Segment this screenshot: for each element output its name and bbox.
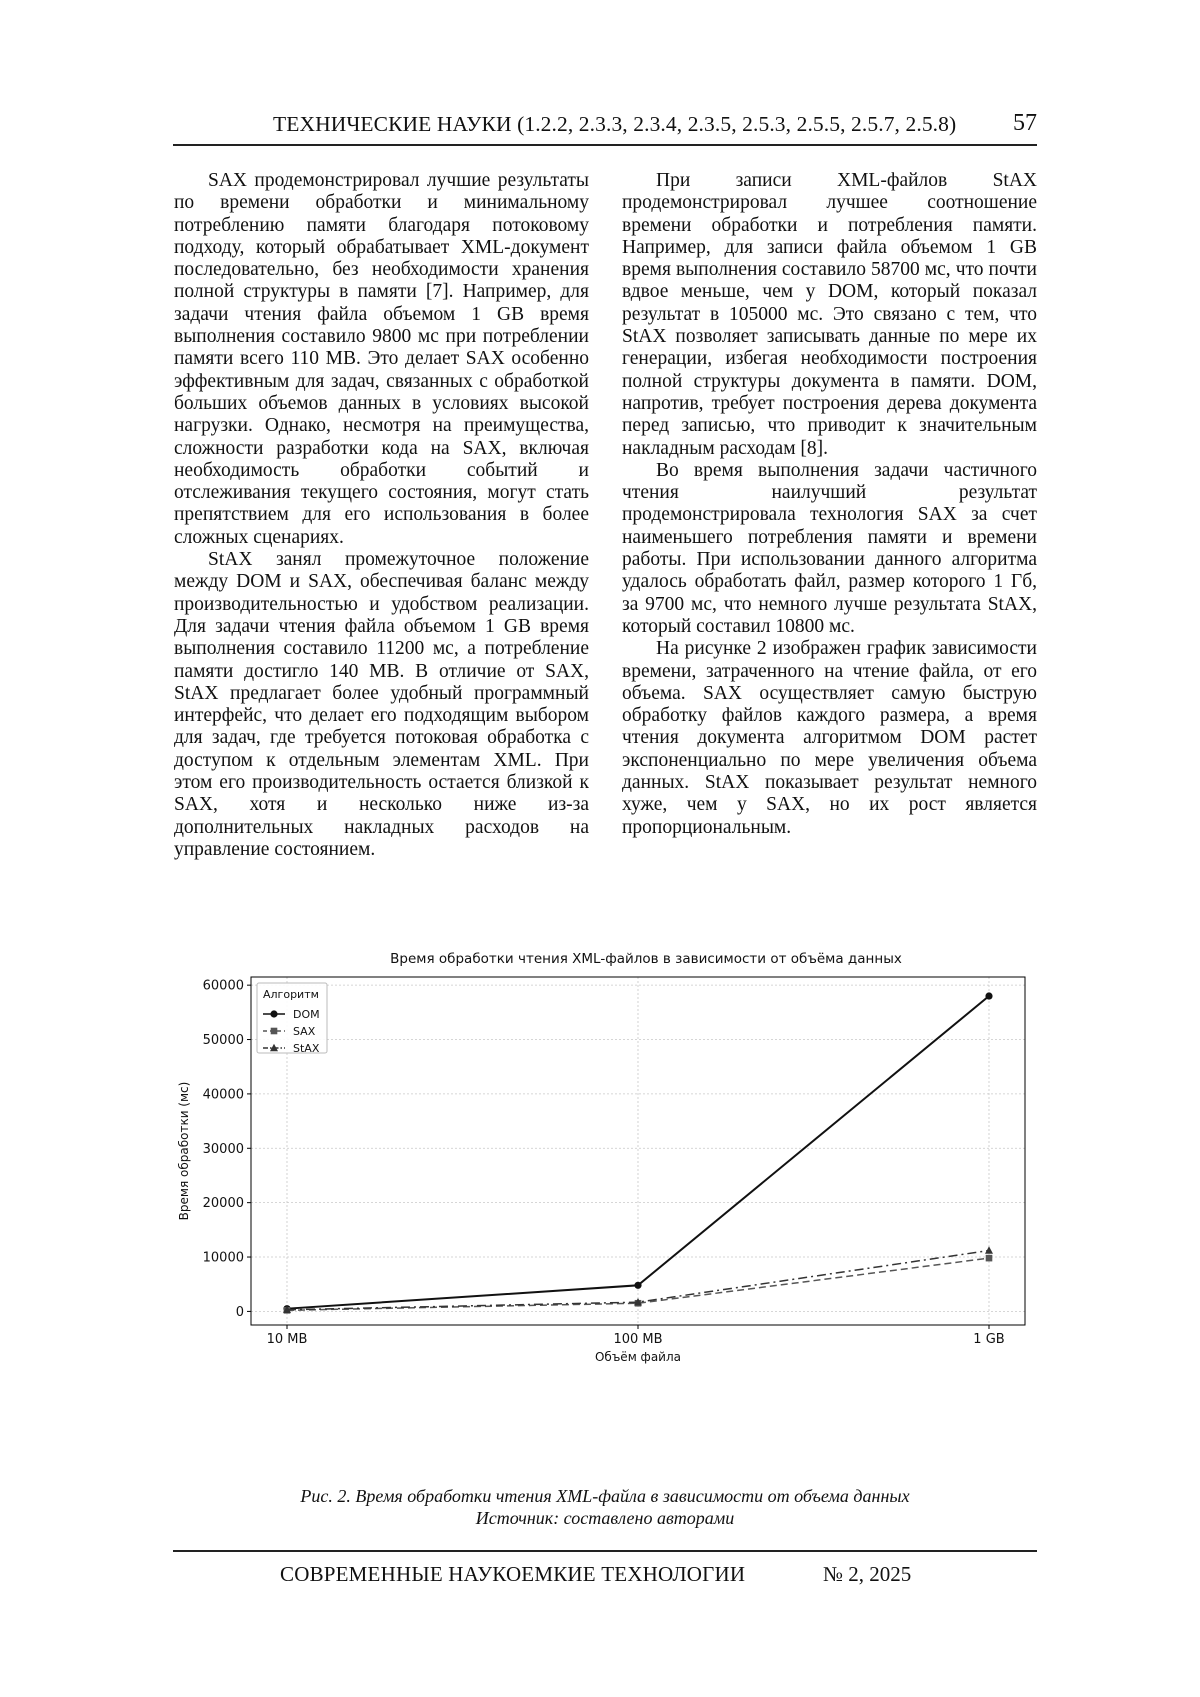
- caption-title: Рис. 2. Время обработки чтения XML-файла в зависимости от объема данных: [300, 1486, 910, 1506]
- y-tick-label: 30000: [202, 1141, 244, 1157]
- line-chart: [170, 945, 1040, 1425]
- x-tick-label: 100 MB: [613, 1332, 663, 1347]
- figure-caption: [173, 1485, 1037, 1529]
- legend-marker-dom: [270, 1010, 277, 1017]
- right-column: [622, 170, 1037, 839]
- y-tick-label: 60000: [202, 978, 244, 994]
- y-tick-label: 50000: [202, 1033, 244, 1049]
- paragraph-sax: SAX продемонстрировал лучшие результаты по времени обработки и минимальному потреблению памяти благодаря потоковому подходу, который обрабатывает XML-документ последовательно, без необходимости хранения полной структуры в памяти [7]. Например, для задачи чтения файла объемом 1 GB время выполнения составило 9800 мс при потреблении памяти всего 110 MB. Это делает SAX особенно эффективным для задач, связанных с обработкой больших объемов данных в условиях высокой нагрузки. Однако, несмотря на преимущества, сложности разработки кода на SAX, включая необходимость обработки событий и отслеживания текущего состояния, могут стать препятствием для его использования в более сложных сценариях.: [174, 170, 589, 548]
- chart-title: Время обработки чтения XML-файлов в зависимости от объёма данных: [390, 951, 902, 967]
- page-number: 57: [1013, 110, 1037, 136]
- running-footer: [173, 1550, 1037, 1586]
- legend-label-sax: SAX: [293, 1025, 316, 1038]
- data-point-dom: [985, 992, 992, 999]
- paragraph-figure-reference: На рисунке 2 изображен график зависимости времени, затраченного на чтение файла, от его объема. SAX осуществляет самую быструю обработку файлов каждого размера, а время чтения документа алгоритмом DOM растет экспоненциально по мере увеличения объема данных. StAX показывает результат немного хуже, чем у SAX, но их рост является пропорциональным.: [622, 638, 1037, 838]
- x-tick-label: 1 GB: [973, 1332, 1005, 1347]
- y-tick-label: 40000: [202, 1087, 244, 1103]
- caption-source: Источник: составлено авторами: [475, 1508, 735, 1528]
- left-column: [174, 170, 589, 861]
- y-tick-label: 20000: [202, 1196, 244, 1212]
- legend-label-stax: StAX: [293, 1042, 320, 1055]
- y-axis-label: Время обработки (мс): [177, 1081, 191, 1221]
- paragraph-partial-reading: Во время выполнения задачи частичного чтения наилучший результат продемонстрировала технология SAX за счет наименьшего потребления памяти и времени работы. При использовании данного алгоритма удалось обработать файл, размер которого 1 Гб, за 9700 мс, что немного лучше результата StAX, который составил 10800 мс.: [622, 459, 1037, 637]
- figure-chart: [170, 945, 1040, 1425]
- data-point-dom: [634, 1282, 641, 1289]
- paragraph-stax: StAX занял промежуточное положение между DOM и SAX, обеспечивая баланс между производительностью и удобством реализации. Для задачи чтения файла объемом 1 GB время выполнения составило 11200 мс, а потребление памяти достигло 140 MB. В отличие от SAX, StAX предлагает более удобный программный интерфейс, что делает его подходящим выбором для задач, где требуется потоковая обработка с доступом к отдельным элементам XML. При этом его производительность остается близкой к SAX, хотя и несколько ниже из-за дополнительных накладных расходов на управление состоянием.: [174, 549, 589, 860]
- y-tick-label: 10000: [202, 1250, 244, 1266]
- y-tick-label: 0: [235, 1304, 244, 1320]
- legend-marker-sax: [271, 1028, 278, 1035]
- section-title: ТЕХНИЧЕСКИЕ НАУКИ (1.2.2, 2.3.3, 2.3.4, 2.3.5, 2.5.3, 2.5.5, 2.5.7, 2.5.8): [273, 112, 957, 136]
- paragraph-writing: При записи XML-файлов StAX продемонстрировал лучшее соотношение времени обработки и потребления памяти. Например, для записи файла объемом 1 GB время выполнения составило 58700 мс, что почти вдвое меньше, чем у DOM, который показал результат в 105000 мс. Это связано с тем, что StAX позволяет записывать данные по мере их генерации, избегая необходимости построения полной структуры документа в памяти. DOM, напротив, требует построения дерева документа перед записью, что приводит к значительным накладным расходам [8].: [622, 170, 1037, 459]
- legend-label-dom: DOM: [293, 1008, 320, 1021]
- data-point-sax: [986, 1255, 993, 1262]
- journal-name: СОВРЕМЕННЫЕ НАУКОЕМКИЕ ТЕХНОЛОГИИ: [280, 1562, 746, 1586]
- x-tick-label: 10 MB: [266, 1332, 308, 1347]
- running-header: [173, 108, 1037, 146]
- journal-issue: № 2, 2025: [823, 1562, 912, 1586]
- x-axis-label: Объём файла: [594, 1350, 682, 1364]
- legend-title: Алгоритм: [263, 988, 319, 1001]
- data-point-stax: [985, 1246, 993, 1253]
